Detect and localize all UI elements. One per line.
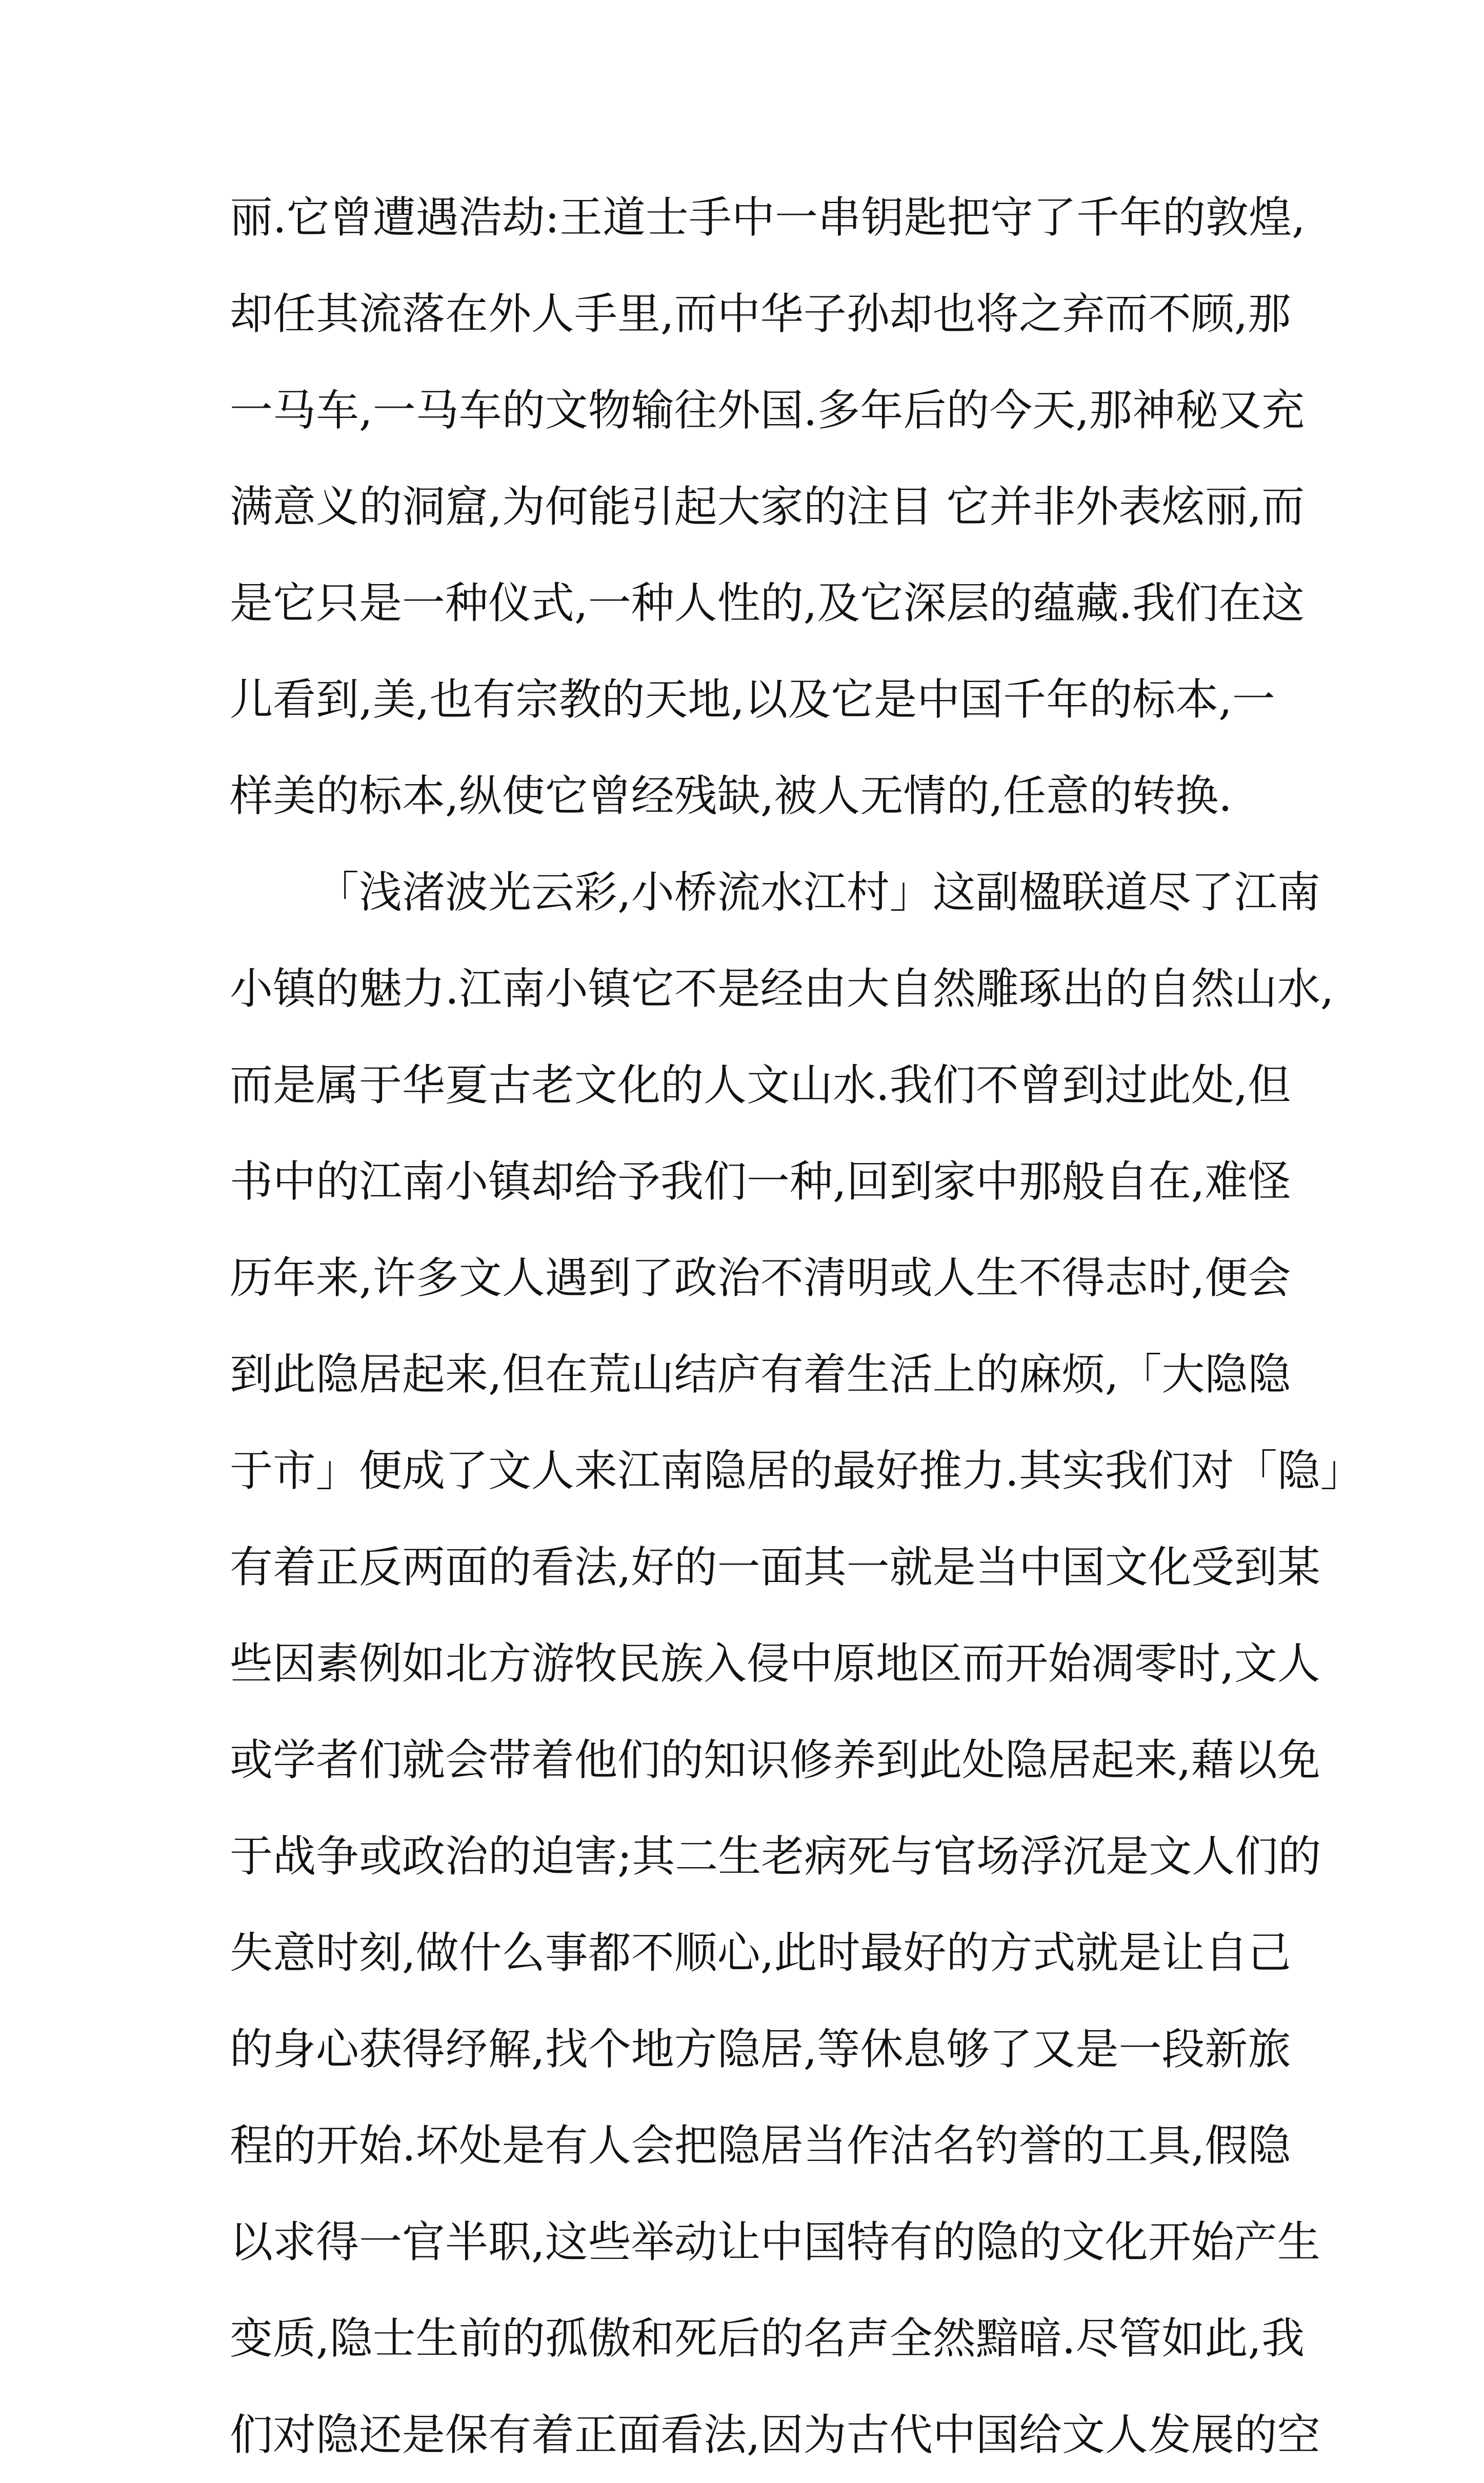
- paragraph-1: [230, 169, 1306, 844]
- text-line: 变质,隐士生前的孤傲和死后的名声全然黯暗.尽管如此,我: [230, 2313, 1305, 2364]
- text-line: 儿看到,美,也有宗教的天地,以及它是中国千年的标本,一: [230, 674, 1275, 725]
- text-line: 失意时刻,做什么事都不顺心,此时最好的方式就是让自己: [230, 1928, 1291, 1978]
- text-line: 是它只是一种仪式,一种人性的,及它深层的蕴藏.我们在这: [230, 578, 1305, 628]
- text-line: 丽.它曾遭遇浩劫:王道士手中一串钥匙把守了千年的敦煌,: [230, 192, 1306, 243]
- text-line: 有着正反两面的看法,好的一面其一就是当中国文化受到某: [230, 1542, 1320, 1592]
- text-line: 到此隐居起来,但在荒山结庐有着生活上的麻烦,「大隐隐: [230, 1349, 1291, 1399]
- text-line: 程的开始.坏处是有人会把隐居当作沽名钓誉的工具,假隐: [230, 2120, 1291, 2171]
- text-line: 以求得一官半职,这些举动让中国特有的隐的文化开始产生: [230, 2217, 1320, 2267]
- text-line: 或学者们就会带着他们的知识修养到此处隐居起来,藉以免: [230, 1735, 1320, 1785]
- text-line: 满意义的洞窟,为何能引起大家的注目 它并非外表炫丽,而: [230, 482, 1305, 532]
- text-line: 于市」便成了文人来江南隐居的最好推力.其实我们对「隐」: [230, 1446, 1363, 1496]
- text-line: 「浅渚波光云彩,小桥流水江村」这副楹联道尽了江南: [316, 867, 1320, 917]
- text-line: 们对隐还是保有着正面看法,因为古代中国给文人发展的空: [230, 2410, 1320, 2460]
- text-line: 的身心获得纾解,找个地方隐居,等休息够了又是一段新旅: [230, 2024, 1291, 2074]
- body-text: [230, 169, 1363, 2483]
- text-line: 历年来,许多文人遇到了政治不清明或人生不得志时,便会: [230, 1253, 1291, 1303]
- text-line: 些因素例如北方游牧民族入侵中原地区而开始凋零时,文人: [230, 1638, 1320, 1689]
- text-line: 而是属于华夏古老文化的人文山水.我们不曾到过此处,但: [230, 1060, 1291, 1110]
- text-line: 于战争或政治的迫害;其二生老病死与官场浮沉是文人们的: [230, 1831, 1321, 1881]
- text-line: 样美的标本,纵使它曾经残缺,被人无情的,任意的转换.: [230, 771, 1232, 821]
- text-line: 书中的江南小镇却给予我们一种,回到家中那般自在,难怪: [230, 1156, 1291, 1207]
- text-line: 一马车,一马车的文物输往外国.多年后的今天,那神秘又充: [230, 385, 1305, 435]
- text-line: 小镇的魅力.江南小镇它不是经由大自然雕琢出的自然山水,: [230, 964, 1334, 1014]
- text-line: 却任其流落在外人手里,而中华子孙却也将之弃而不顾,那: [230, 289, 1291, 339]
- paragraph-2: [230, 844, 1363, 2483]
